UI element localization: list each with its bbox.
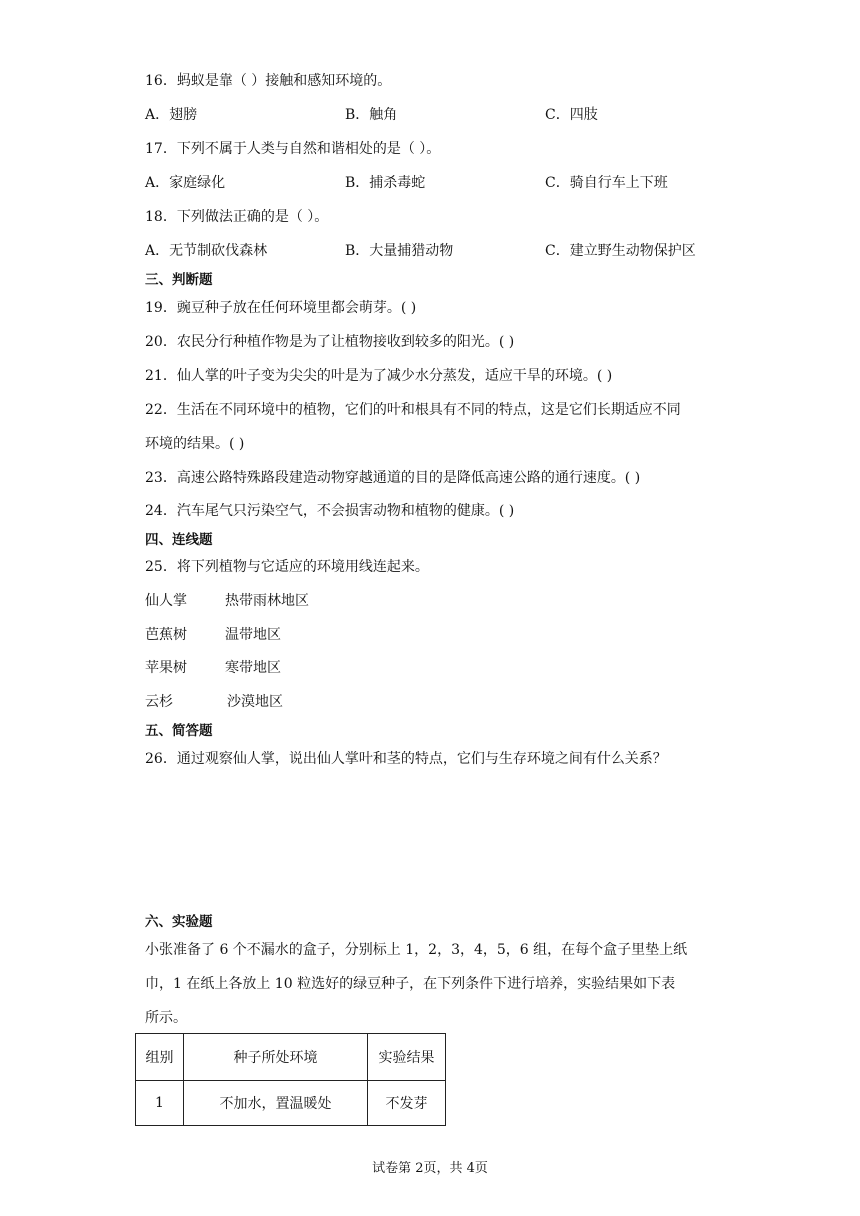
match-env-4: 沙漠地区: [227, 694, 283, 710]
section-heading-judge: 三、判断题: [145, 272, 213, 288]
match-plant-3: 苹果树: [145, 660, 187, 676]
question-22-line1: 22．生活在不同环境中的植物，它们的叶和根具有不同的特点，这是它们长期适应不同: [145, 402, 681, 418]
question-18-stem: 18．下列做法正确的是（ ）。: [145, 209, 329, 225]
table-header-cell: 种子所处环境: [184, 1034, 368, 1081]
section-heading-short-answer: 五、简答题: [145, 723, 213, 739]
table-cell: 不加水，置温暖处: [184, 1081, 368, 1126]
q17-option-a: A．家庭绿化: [145, 175, 226, 191]
question-19: 19．豌豆种子放在任何环境里都会萌芽。( ): [145, 300, 417, 316]
q16-option-c: C．四肢: [545, 107, 598, 123]
question-20: 20．农民分行种植作物是为了让植物接收到较多的阳光。( ): [145, 334, 515, 350]
match-env-3: 寒带地区: [225, 660, 281, 676]
experiment-intro-line2: 巾，1 在纸上各放上 10 粒选好的绿豆种子，在下列条件下进行培养，实验结果如下表: [145, 976, 676, 992]
question-24: 24．汽车尾气只污染空气，不会损害动物和植物的健康。( ): [145, 503, 515, 519]
question-21: 21．仙人掌的叶子变为尖尖的叶是为了减少水分蒸发，适应干旱的环境。( ): [145, 368, 613, 384]
question-16-stem: 16．蚂蚁是靠（ ）接触和感知环境的。: [145, 73, 392, 89]
question-17-stem: 17．下列不属于人类与自然和谐相处的是（ ）。: [145, 141, 441, 157]
question-26: 26．通过观察仙人掌，说出仙人掌叶和茎的特点，它们与生存环境之间有什么关系？: [145, 751, 667, 767]
q17-option-c: C．骑自行车上下班: [545, 175, 668, 191]
match-env-1: 热带雨林地区: [225, 593, 309, 609]
section-heading-experiment: 六、实验题: [145, 914, 213, 930]
question-25: 25．将下列植物与它适应的环境用线连起来。: [145, 559, 429, 575]
experiment-intro-line1: 小张准备了 6 个不漏水的盒子，分别标上 1，2，3，4，5，6 组，在每个盒子里垫上纸: [145, 942, 688, 958]
question-22-line2: 环境的结果。( ): [145, 436, 245, 452]
match-plant-1: 仙人掌: [145, 593, 187, 609]
q17-option-b: B．捕杀毒蛇: [345, 175, 426, 191]
q18-option-b: B．大量捕猎动物: [345, 243, 454, 259]
table-header-cell: 实验结果: [368, 1034, 446, 1081]
table-cell: 1: [136, 1081, 184, 1126]
page-footer: 试卷第 2页，共 4页: [372, 1161, 488, 1176]
q18-option-c: C．建立野生动物保护区: [545, 243, 696, 259]
table-row: [136, 1081, 446, 1126]
section-heading-match: 四、连线题: [145, 532, 213, 548]
experiment-intro-line3: 所示。: [145, 1010, 187, 1026]
match-env-2: 温带地区: [225, 627, 281, 643]
match-plant-4: 云杉: [145, 694, 173, 710]
experiment-table: [135, 1033, 446, 1126]
table-header-row: [136, 1034, 446, 1081]
table-cell: 不发芽: [368, 1081, 446, 1126]
q16-option-b: B．触角: [345, 107, 398, 123]
q18-option-a: A．无节制砍伐森林: [145, 243, 268, 259]
match-plant-2: 芭蕉树: [145, 627, 187, 643]
question-23: 23．高速公路特殊路段建造动物穿越通道的目的是降低高速公路的通行速度。( ): [145, 470, 641, 486]
q16-option-a: A．翅膀: [145, 107, 198, 123]
table-header-cell: 组别: [136, 1034, 184, 1081]
